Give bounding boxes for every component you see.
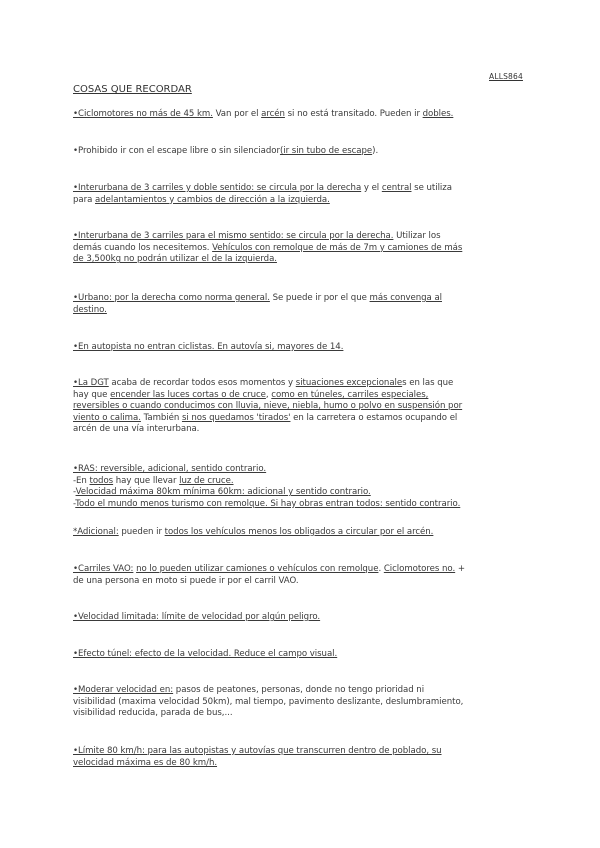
text-run: hay que bbox=[73, 389, 111, 400]
underlined-text: •Velocidad limitada: límite de velocidad por algún peligro. bbox=[73, 612, 321, 622]
note-line bbox=[73, 424, 533, 436]
note-item bbox=[73, 746, 533, 769]
text-run: Se puede ir por el que bbox=[269, 293, 370, 303]
page-title: COSAS QUE RECORDAR bbox=[73, 84, 192, 95]
text-run: - bbox=[73, 498, 76, 509]
note-line bbox=[73, 476, 533, 488]
underlined-text: Vehículos con remolque de más de 7m y camiones de más bbox=[212, 242, 463, 253]
text-run: , bbox=[265, 389, 272, 400]
note-line bbox=[73, 564, 533, 576]
note-line bbox=[73, 758, 533, 770]
text-run: - bbox=[73, 487, 76, 498]
note-item bbox=[73, 527, 533, 539]
underlined-text: dobles. bbox=[422, 109, 454, 119]
text-run: visibilidad reducida, parada de bus,... bbox=[73, 708, 233, 719]
note-line bbox=[73, 649, 533, 661]
underlined-text: Ciclomotores no. bbox=[383, 564, 456, 574]
underlined-text: •Interurbana de 3 carriles y doble sentido: se circula por la derecha bbox=[73, 183, 362, 193]
note-line bbox=[73, 231, 533, 243]
underlined-text: no lo pueden utilizar camiones o vehículos con remolque bbox=[136, 564, 379, 574]
text-run: s en las que bbox=[402, 378, 454, 388]
note-item bbox=[73, 183, 533, 206]
text-run: . bbox=[378, 564, 384, 574]
document-code: ALLS864 bbox=[489, 72, 523, 81]
note-line bbox=[73, 487, 533, 499]
underlined-text: •Límite 80 km/h: para las autopistas y autovías que transcurren dentro de poblado, su bbox=[73, 746, 442, 756]
text-run: También bbox=[140, 412, 182, 423]
note-line bbox=[73, 401, 533, 413]
underlined-text: (ir sin tubo de escape bbox=[279, 146, 373, 156]
note-line bbox=[73, 243, 533, 255]
text-run: Utilizar los bbox=[393, 231, 441, 241]
underlined-text: •Efecto túnel: efecto de la velocidad. Reduce el campo visual. bbox=[73, 649, 338, 659]
underlined-text: •RAS: reversible, adicional, sentido contrario. bbox=[73, 464, 267, 474]
note-item bbox=[73, 146, 533, 158]
text-run: y el bbox=[361, 183, 382, 193]
note-item bbox=[73, 293, 533, 316]
note-line bbox=[73, 305, 533, 317]
text-run: Van por el bbox=[212, 109, 262, 119]
note-line bbox=[73, 708, 533, 720]
note-item bbox=[73, 109, 533, 121]
text-run: ). bbox=[372, 146, 379, 156]
note-line bbox=[73, 342, 533, 354]
underlined-text: •La DGT bbox=[73, 378, 109, 388]
underlined-text: •Moderar velocidad en: bbox=[73, 685, 174, 695]
text-run: + bbox=[455, 564, 466, 574]
note-line bbox=[73, 612, 533, 624]
note-item bbox=[73, 685, 533, 720]
underlined-text: viento o calima. bbox=[73, 412, 141, 423]
text-run: hay que llevar bbox=[113, 475, 180, 486]
note-item bbox=[73, 378, 533, 436]
note-line bbox=[73, 390, 533, 402]
text-run: pueden ir bbox=[118, 527, 165, 537]
text-run: de una persona en moto si puede ir por el carril VAO. bbox=[73, 575, 299, 586]
note-line bbox=[73, 464, 533, 476]
underlined-text: •Carriles VAO: bbox=[73, 564, 134, 574]
note-line bbox=[73, 746, 533, 758]
underlined-text: todos bbox=[89, 475, 114, 486]
note-line bbox=[73, 499, 533, 511]
underlined-text: •Urbano: por la derecha como norma general. bbox=[73, 293, 270, 303]
text-run: -En bbox=[73, 475, 90, 486]
note-item bbox=[73, 464, 533, 510]
text-run: si no está transitado. Pueden ir bbox=[284, 109, 423, 119]
underlined-text: luz de cruce. bbox=[179, 475, 234, 486]
note-line bbox=[73, 413, 533, 425]
underlined-text: si nos quedamos 'tirados' bbox=[181, 412, 291, 423]
underlined-text: reversibles o cuando conducimos con lluvia, nieve, niebla, humo o polvo en suspensión por bbox=[73, 401, 463, 412]
note-line bbox=[73, 146, 533, 158]
text-run: acaba de recordar todos esos momentos y bbox=[108, 378, 296, 388]
note-item bbox=[73, 564, 533, 587]
underlined-text: de 3,500kg no podrán utilizar el de la izquierda. bbox=[73, 254, 277, 265]
note-line bbox=[73, 378, 533, 390]
underlined-text: encender las luces cortas o de cruce bbox=[110, 389, 266, 400]
underlined-text: velocidad máxima es de 80 km/h. bbox=[73, 757, 218, 768]
note-item bbox=[73, 649, 533, 661]
underlined-text: como en túneles, carriles especiales, bbox=[271, 389, 429, 400]
note-line bbox=[73, 293, 533, 305]
text-run: pasos de peatones, personas, donde no tengo prioridad ni bbox=[173, 685, 425, 695]
underlined-text: arcén bbox=[261, 109, 285, 119]
note-line bbox=[73, 527, 533, 539]
underlined-text: •En autopista no entran ciclistas. En autovía si, mayores de 14. bbox=[73, 342, 344, 352]
text-run: visibilidad (maxima velocidad 50km), mal tiempo, pavimento deslizante, deslumbramiento, bbox=[73, 696, 464, 707]
underlined-text: •Ciclomotores no más de 45 km. bbox=[73, 109, 213, 119]
note-line bbox=[73, 195, 533, 207]
note-item bbox=[73, 612, 533, 624]
underlined-text: central bbox=[381, 183, 412, 193]
note-line bbox=[73, 576, 533, 588]
underlined-text: situaciones excepcionale bbox=[295, 378, 403, 388]
text-run: en la carretera o estamos ocupando el bbox=[290, 412, 458, 423]
underlined-text: *Adicional: bbox=[73, 527, 119, 537]
text-run: se utiliza bbox=[411, 183, 452, 193]
note-line bbox=[73, 254, 533, 266]
text-run: •Prohibido ir con el escape libre o sin silenciador bbox=[73, 146, 280, 156]
text-run: demás cuando los necesitemos. bbox=[73, 242, 213, 253]
underlined-text: Todo el mundo menos turismo con remolque. Si hay obras entran todos: sentido contrario. bbox=[75, 498, 461, 509]
underlined-text: más convenga al bbox=[369, 293, 442, 303]
note-line bbox=[73, 685, 533, 697]
underlined-text: todos los vehículos menos los obligados a circular por el arcén. bbox=[164, 527, 434, 537]
underlined-text: destino. bbox=[73, 304, 107, 315]
note-item bbox=[73, 231, 533, 266]
note-line bbox=[73, 183, 533, 195]
text-run: para bbox=[73, 194, 96, 205]
underlined-text: adelantamientos y cambios de dirección a la izquierda. bbox=[95, 194, 330, 205]
note-line bbox=[73, 109, 533, 121]
text-run: arcén de una vía interurbana. bbox=[73, 424, 200, 435]
underlined-text: Velocidad máxima 80km mínima 60km: adicional y sentido contrario. bbox=[75, 487, 371, 498]
note-item bbox=[73, 342, 533, 354]
note-line bbox=[73, 697, 533, 709]
underlined-text: •Interurbana de 3 carriles para el mismo sentido: se circula por la derecha. bbox=[73, 231, 394, 241]
